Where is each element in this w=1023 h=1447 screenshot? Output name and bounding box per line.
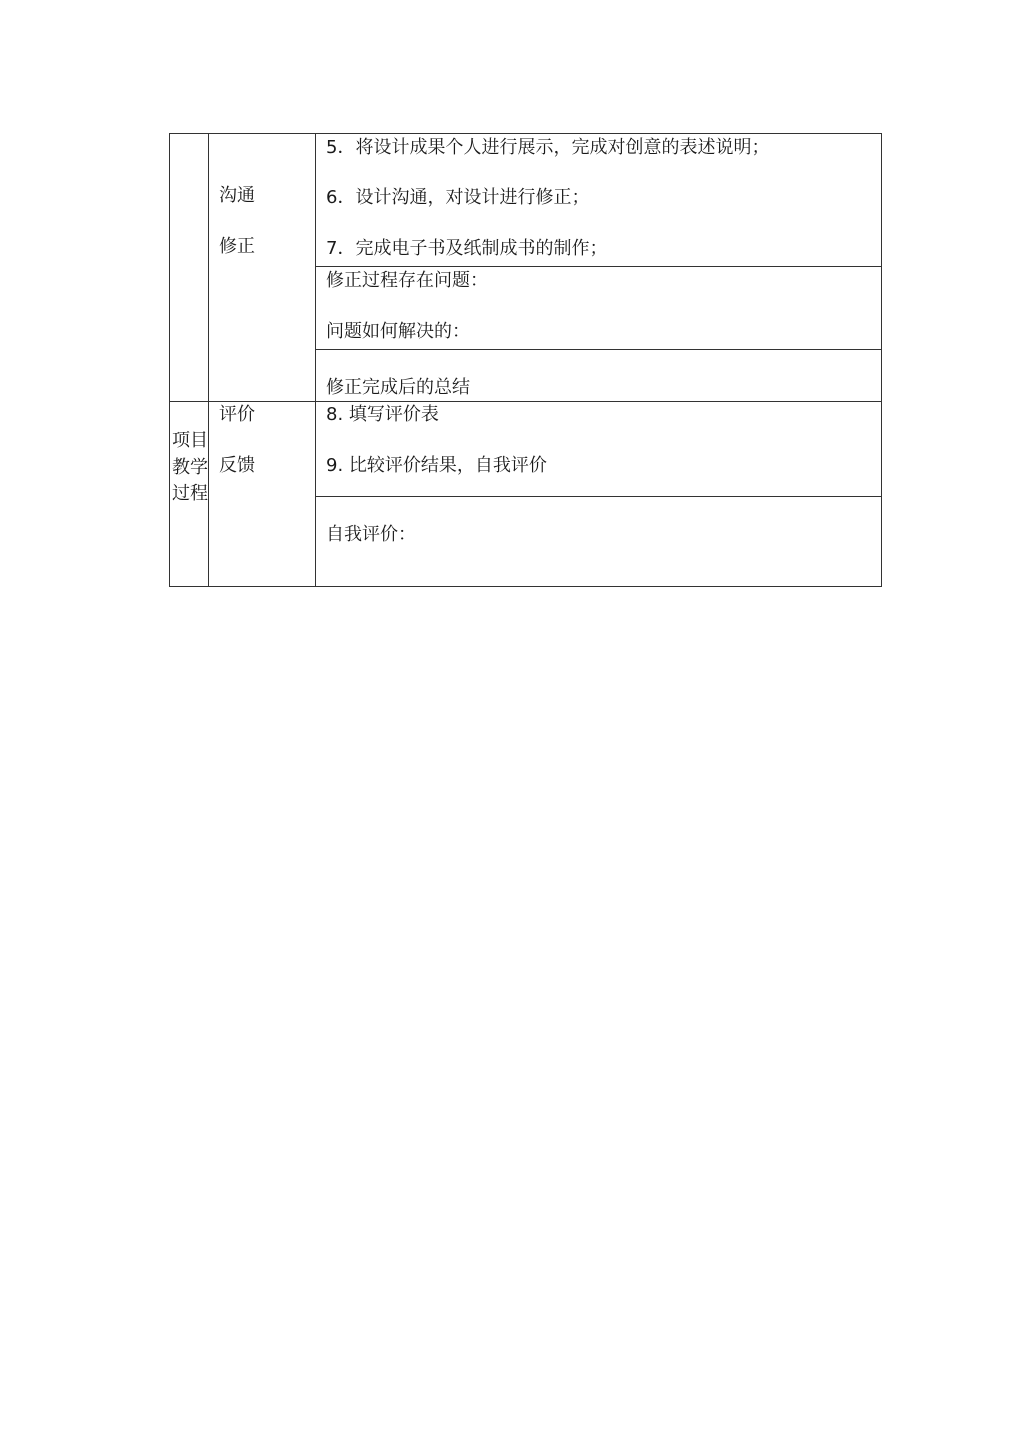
note-field-label: 修正过程存在问题： bbox=[326, 270, 488, 291]
table-border-top bbox=[169, 133, 882, 134]
step-item: 6．设计沟通，对设计进行修正； bbox=[326, 187, 590, 208]
step-item: 8. 填写评价表 bbox=[326, 404, 439, 425]
step-item: 5．将设计成果个人进行展示，完成对创意的表述说明； bbox=[326, 137, 770, 158]
stage-label: 沟通 bbox=[219, 185, 255, 206]
step-item: 9. 比较评价结果，自我评价 bbox=[326, 455, 547, 476]
row-divider bbox=[315, 266, 882, 267]
table-border-left bbox=[169, 133, 170, 587]
row-divider bbox=[169, 401, 882, 402]
row-divider bbox=[315, 496, 882, 497]
column-divider bbox=[208, 133, 209, 587]
note-field-label: 问题如何解决的： bbox=[326, 321, 470, 342]
column-divider bbox=[315, 133, 316, 587]
category-label: 项目教学过程 bbox=[172, 430, 208, 504]
stage-label: 评价 bbox=[219, 404, 255, 425]
row-divider bbox=[315, 349, 882, 350]
step-item: 7．完成电子书及纸制成书的制作； bbox=[326, 238, 608, 259]
stage-label: 反馈 bbox=[219, 455, 255, 476]
table-border-bottom bbox=[169, 586, 882, 587]
self-evaluation-label: 自我评价： bbox=[326, 524, 416, 545]
stage-label: 修正 bbox=[219, 236, 255, 257]
table-border-right bbox=[881, 133, 882, 587]
summary-label: 修正完成后的总结 bbox=[326, 377, 470, 398]
